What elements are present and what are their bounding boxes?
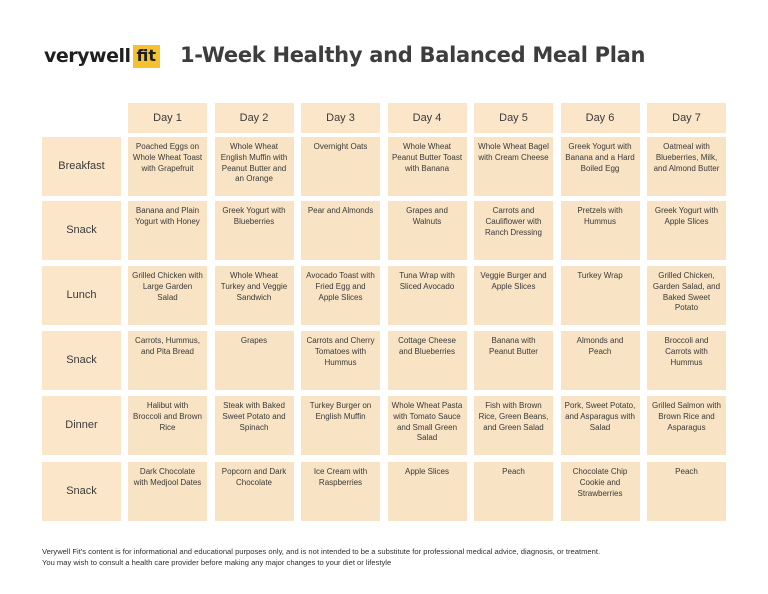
day-header: Day 6 xyxy=(561,103,640,133)
meal-cell: Peach xyxy=(474,462,553,521)
meal-row-label: Lunch xyxy=(42,266,121,325)
meal-cell: Carrots and Cherry Tomatoes with Hummus xyxy=(301,331,380,390)
disclaimer xyxy=(42,546,600,568)
meal-row-label: Breakfast xyxy=(42,137,121,196)
meal-cell: Grapes and Walnuts xyxy=(388,201,467,260)
meal-cell: Dark Chocolate with Medjool Dates xyxy=(128,462,207,521)
meal-cell: Poached Eggs on Whole Wheat Toast with Grapefruit xyxy=(128,137,207,196)
meal-cell: Peach xyxy=(647,462,726,521)
meal-cell: Pork, Sweet Potato, and Asparagus with Salad xyxy=(561,396,640,455)
meal-cell: Greek Yogurt with Blueberries xyxy=(215,201,294,260)
disclaimer-line-1: Verywell Fit's content is for informational and educational purposes only, and is not intended to be a substitute for professional medical advice, diagnosis, or treatment. xyxy=(42,547,601,556)
brand-suffix: fit xyxy=(133,45,161,68)
meal-cell: Pretzels with Hummus xyxy=(561,201,640,260)
meal-cell: Halibut with Broccoli and Brown Rice xyxy=(128,396,207,455)
day-header: Day 7 xyxy=(647,103,726,133)
day-header: Day 3 xyxy=(301,103,380,133)
meal-cell: Ice Cream with Raspberries xyxy=(301,462,380,521)
brand-name: verywell xyxy=(44,45,131,67)
meal-cell: Oatmeal with Blueberries, Milk, and Almond Butter xyxy=(647,137,726,196)
meal-cell: Chocolate Chip Cookie and Strawberries xyxy=(561,462,640,521)
meal-cell: Banana and Plain Yogurt with Honey xyxy=(128,201,207,260)
day-header: Day 2 xyxy=(215,103,294,133)
meal-cell: Avocado Toast with Fried Egg and Apple Slices xyxy=(301,266,380,325)
meal-cell: Grapes xyxy=(215,331,294,390)
meal-row-label: Dinner xyxy=(42,396,121,455)
meal-cell: Whole Wheat Turkey and Veggie Sandwich xyxy=(215,266,294,325)
meal-cell: Broccoli and Carrots with Hummus xyxy=(647,331,726,390)
meal-cell: Fish with Brown Rice, Green Beans, and Green Salad xyxy=(474,396,553,455)
meal-cell: Whole Wheat English Muffin with Peanut Butter and an Orange xyxy=(215,137,294,196)
meal-cell: Popcorn and Dark Chocolate xyxy=(215,462,294,521)
meal-cell: Apple Slices xyxy=(388,462,467,521)
disclaimer-line-2: You may wish to consult a health care provider before making any major changes to your diet or lifestyle xyxy=(42,558,392,567)
day-header: Day 1 xyxy=(128,103,207,133)
meal-row-label: Snack xyxy=(42,462,121,521)
meal-cell: Whole Wheat Bagel with Cream Cheese xyxy=(474,137,553,196)
meal-cell: Carrots and Cauliflower with Ranch Dressing xyxy=(474,201,553,260)
meal-cell: Almonds and Peach xyxy=(561,331,640,390)
meal-cell: Steak with Baked Sweet Potato and Spinach xyxy=(215,396,294,455)
meal-cell: Overnight Oats xyxy=(301,137,380,196)
meal-cell: Whole Wheat Pasta with Tomato Sauce and Small Green Salad xyxy=(388,396,467,455)
meal-cell: Banana with Peanut Butter xyxy=(474,331,553,390)
day-header: Day 5 xyxy=(474,103,553,133)
meal-row-label: Snack xyxy=(42,201,121,260)
meal-cell: Turkey Wrap xyxy=(561,266,640,325)
meal-cell: Cottage Cheese and Blueberries xyxy=(388,331,467,390)
meal-cell: Carrots, Hummus, and Pita Bread xyxy=(128,331,207,390)
meal-cell: Greek Yogurt with Apple Slices xyxy=(647,201,726,260)
meal-cell: Veggie Burger and Apple Slices xyxy=(474,266,553,325)
brand-logo xyxy=(44,41,160,71)
meal-cell: Grilled Salmon with Brown Rice and Asparagus xyxy=(647,396,726,455)
meal-cell: Tuna Wrap with Sliced Avocado xyxy=(388,266,467,325)
meal-cell: Pear and Almonds xyxy=(301,201,380,260)
meal-row-label: Snack xyxy=(42,331,121,390)
meal-cell: Grilled Chicken, Garden Salad, and Baked Sweet Potato xyxy=(647,266,726,325)
page-title: 1-Week Healthy and Balanced Meal Plan xyxy=(180,43,646,67)
meal-cell: Greek Yogurt with Banana and a Hard Boiled Egg xyxy=(561,137,640,196)
meal-cell: Grilled Chicken with Large Garden Salad xyxy=(128,266,207,325)
meal-cell: Turkey Burger on English Muffin xyxy=(301,396,380,455)
day-header: Day 4 xyxy=(388,103,467,133)
meal-cell: Whole Wheat Peanut Butter Toast with Banana xyxy=(388,137,467,196)
